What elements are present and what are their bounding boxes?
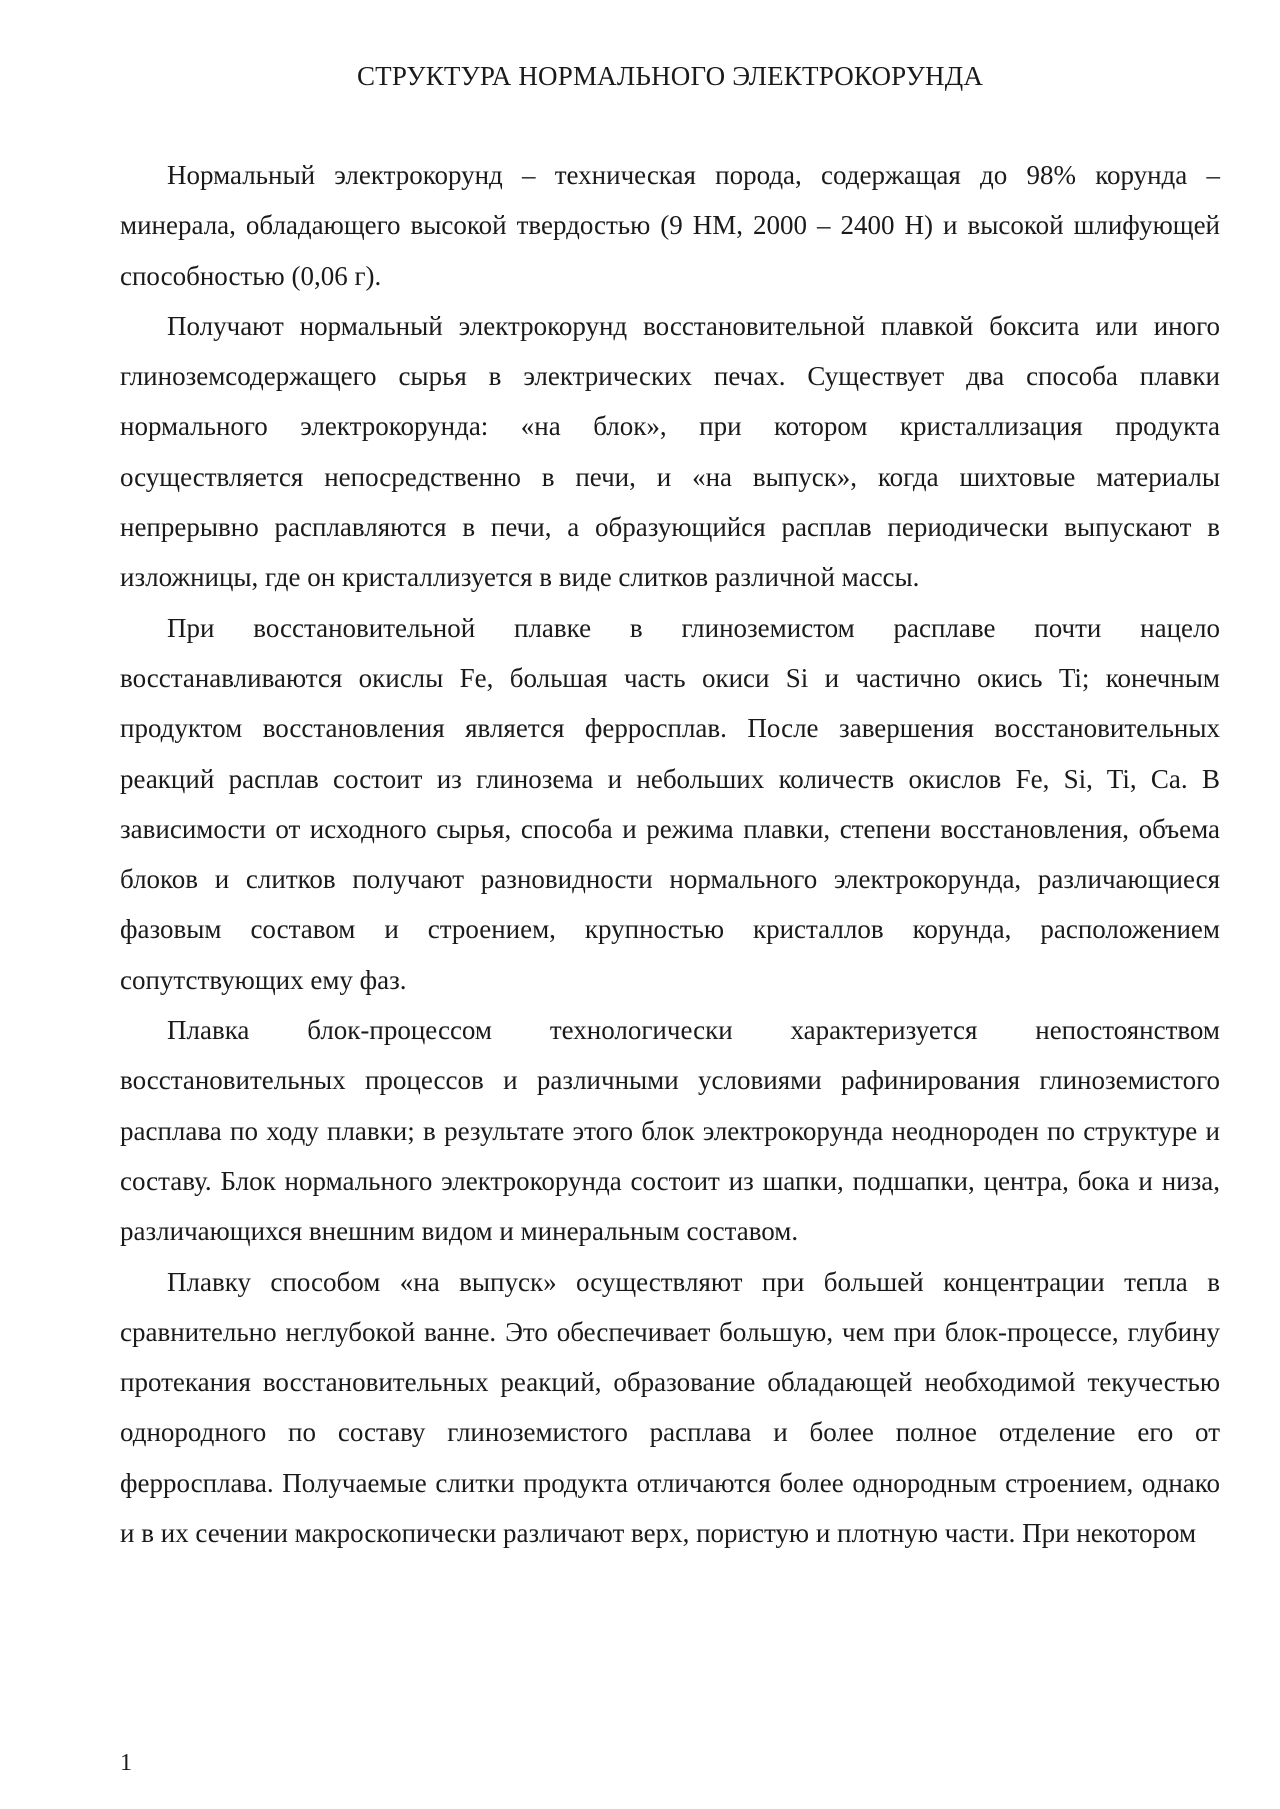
paragraph-2: Получают нормальный электрокорунд восстановительной плавкой боксита или иного глиноземсодержащего сырья в электрических печах. Существует два способа плавки нормального электрокорунда: «на блок», при котором кристаллизация продукта осуществляется непосредственно в печи, и «на выпуск», когда шихтовые материалы непрерывно расплавляются в печи, а образующийся расплав периодически выпускают в изложницы, где он кристаллизуется в виде слитков различной массы. bbox=[120, 310, 1220, 593]
body-text bbox=[120, 150, 1220, 1558]
paragraph-4: Плавка блок-процессом технологически характеризуется непостоянством восстановительных процессов и различными условиями рафинирования глиноземистого расплава по ходу плавки; в результате этого блок электрокорунда неоднороден по структуре и составу. Блок нормального электрокорунда состоит из шапки, подшапки, центра, бока и низа, различающихся внешним видом и минеральным составом. bbox=[120, 1015, 1220, 1247]
paragraph-1: Нормальный электрокорунд – техническая порода, содержащая до 98% корунда – минерала, обладающего высокой твердостью (9 НМ, 2000 – 2400 Н) и высокой шлифующей способностью (0,06 г). bbox=[120, 160, 1220, 291]
paragraph-3: При восстановительной плавке в глиноземистом расплаве почти нацело восстанавливаются окислы Fe, большая часть окиси Si и частично окись Ti; конечным продуктом восстановления является ферросплав. После завершения восстановительных реакций расплав состоит из глинозема и небольших количеств окислов Fe, Si, Ti, Ca. В зависимости от исходного сырья, способа и режима плавки, степени восстановления, объема блоков и слитков получают разновидности нормального электрокорунда, различающиеся фазовым составом и строением, крупностью кристаллов корунда, расположением сопутствующих ему фаз. bbox=[120, 612, 1220, 995]
paragraph-5: Плавку способом «на выпуск» осуществляют при большей концентрации тепла в сравнительно неглубокой ванне. Это обеспечивает большую, чем при блок-процессе, глубину протекания восстановительных реакций, образование обладающей необходимой текучестью однородного по составу глиноземистого расплава и более полное отделение его от ферросплава. Получаемые слитки продукта отличаются более однородным строением, однако и в их сечении макроскопически различают верх, пористую и плотную части. При некотором bbox=[120, 1266, 1220, 1549]
page-title: СТРУКТУРА НОРМАЛЬНОГО ЭЛЕКТРОКОРУНДА bbox=[356, 61, 984, 91]
page-number: 1 bbox=[120, 1750, 132, 1776]
